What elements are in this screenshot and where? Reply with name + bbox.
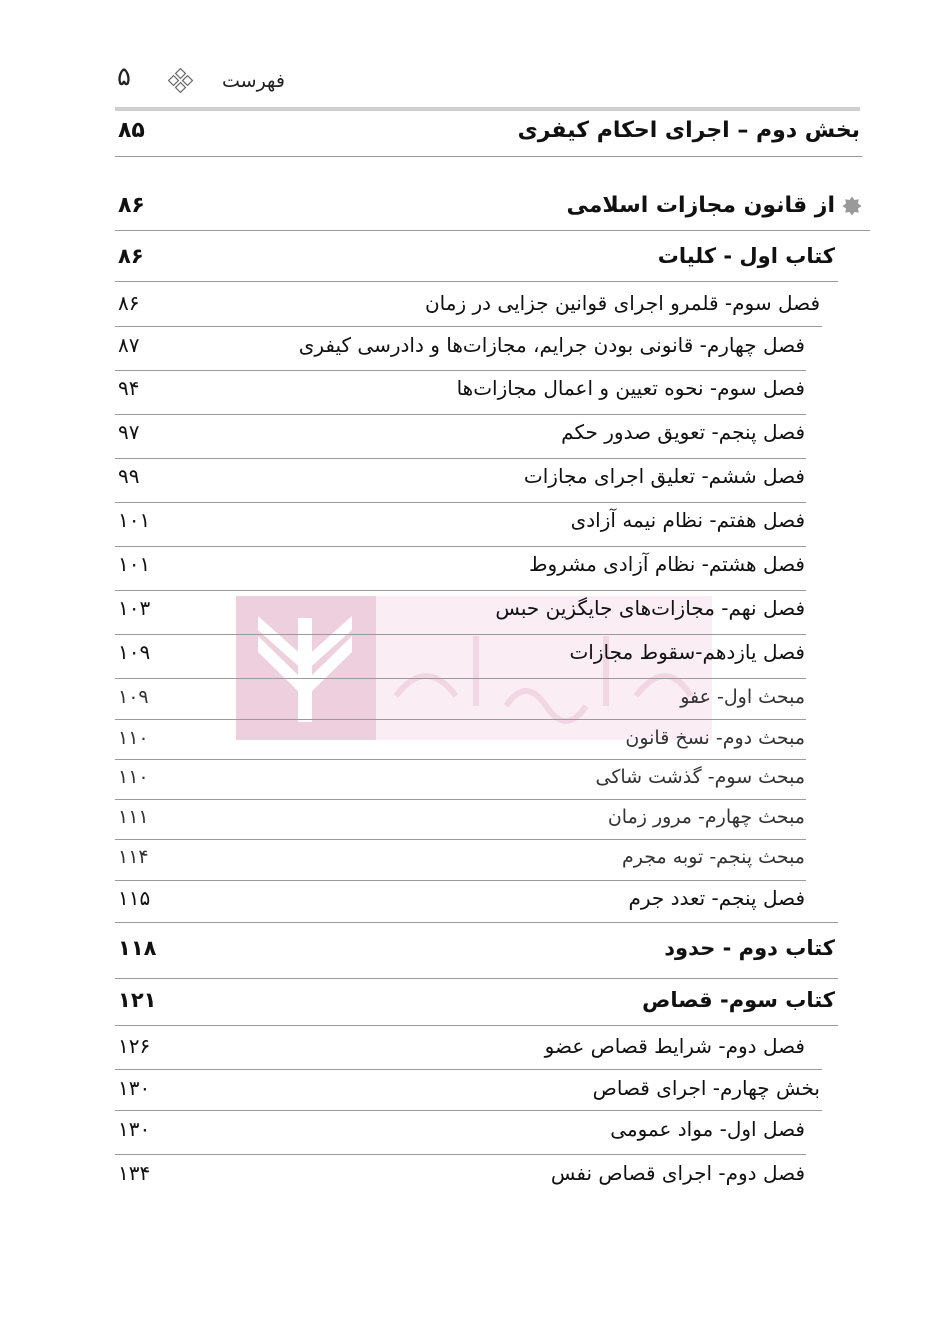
toc-entry-title: فصل پنجم- تعویق صدور حکم [561, 420, 805, 444]
toc-entry-page: ۱۰۱ [118, 552, 151, 576]
toc-entry-page: ۱۰۹ [118, 640, 151, 664]
toc-entry-title: مبحث چهارم- مرور زمان [607, 806, 805, 828]
toc-entry-page: ۱۱۱ [118, 806, 149, 828]
toc-divider [115, 590, 806, 591]
toc-divider [115, 1154, 806, 1155]
toc-divider [115, 1069, 822, 1070]
toc-entry-page: ۹۹ [118, 464, 140, 488]
toc-divider [115, 458, 806, 459]
star-bullet-icon [842, 196, 862, 216]
toc-entry-page: ۸۷ [118, 333, 140, 357]
toc-divider [115, 156, 862, 157]
header-rule [115, 107, 860, 111]
toc-divider [115, 326, 822, 327]
toc-entry-page: ۱۳۰ [118, 1076, 151, 1100]
toc-entry-page: ۱۱۵ [118, 886, 151, 910]
toc-entry-page: ۱۰۹ [118, 686, 149, 708]
toc-entry-page: ۱۲۱ [118, 988, 157, 1012]
toc-entry-title: مبحث پنجم- توبه مجرم [621, 846, 805, 868]
toc-entry-title: فصل سوم- نحوه تعیین و اعمال مجازات‌ها [456, 376, 805, 400]
toc-divider [115, 678, 806, 679]
toc-divider [115, 414, 806, 415]
toc-entry-title: فصل دوم- شرایط قصاص عضو [544, 1034, 805, 1058]
toc-entry-title: مبحث سوم- گذشت شاکی [595, 766, 805, 788]
toc-entry-title: مبحث اول- عفو [680, 686, 805, 708]
toc-entry-page: ۱۱۰ [118, 727, 149, 749]
toc-entry-title: فصل نهم- مجازات‌های جایگزین حبس [495, 596, 805, 620]
toc-divider [115, 799, 806, 800]
toc-divider [115, 281, 838, 282]
toc-entry-title: فصل ششم- تعلیق اجرای مجازات [523, 464, 805, 488]
toc-entry-title: فصل سوم- قلمرو اجرای قوانین جزایی در زمان [424, 291, 820, 315]
toc-entry-page: ۱۱۴ [118, 846, 149, 868]
toc-divider [115, 370, 806, 371]
toc-entry-page: ۱۰۱ [118, 508, 151, 532]
toc-entry-page: ۱۱۸ [118, 936, 157, 960]
toc-divider [115, 546, 806, 547]
toc-divider [115, 1110, 822, 1111]
toc-entry-title: از قانون مجازات اسلامی [566, 193, 835, 218]
toc-entry-page: ۱۰۳ [118, 596, 151, 620]
toc-entry-title: فصل هفتم- نظام نیمه آزادی [570, 508, 805, 532]
toc-divider [115, 880, 806, 881]
toc-divider [115, 759, 806, 760]
toc-entry-page: ۸۵ [118, 118, 145, 143]
toc-divider [115, 1025, 838, 1026]
toc-entry-page: ۸۶ [118, 244, 144, 268]
toc-entry-title: بخش دوم – اجرای احکام کیفری [517, 118, 860, 143]
page-number: ۵ [117, 62, 131, 92]
toc-entry-page: ۱۳۴ [118, 1161, 151, 1185]
toc-divider [115, 719, 806, 720]
toc-entry-title: فصل هشتم- نظام آزادی مشروط [529, 552, 805, 576]
toc-entry-title: فصل یازدهم-سقوط مجازات [569, 640, 805, 664]
toc-entry-title: کتاب دوم - حدود [664, 936, 835, 960]
toc-entry-title: فصل پنجم- تعدد جرم [628, 886, 805, 910]
toc-entry-title: کتاب سوم- قصاص [642, 988, 835, 1012]
toc-divider [115, 839, 806, 840]
toc-divider [115, 502, 806, 503]
toc-entry-title: فصل دوم- اجرای قصاص نفس [550, 1161, 805, 1185]
toc-entry-title: بخش چهارم- اجرای قصاص [592, 1076, 820, 1100]
toc-divider [115, 978, 838, 979]
toc-divider [115, 922, 838, 923]
toc-entry-page: ۱۱۰ [118, 766, 149, 788]
toc-entry-title: کتاب اول - کلیات [657, 244, 835, 268]
toc-entry-title: فصل اول- مواد عمومی [610, 1117, 805, 1141]
toc-divider [115, 230, 870, 231]
toc-entry-page: ۱۳۰ [118, 1117, 151, 1141]
toc-entry-title: مبحث دوم- نسخ قانون [625, 727, 805, 749]
toc-entry-page: ۹۴ [118, 376, 140, 400]
toc-entry-page: ۹۷ [118, 420, 140, 444]
running-header-title: فهرست [222, 70, 285, 92]
diamond-ornament-icon [168, 68, 194, 94]
toc-divider [115, 634, 806, 635]
toc-entry-title: فصل چهارم- قانونی بودن جرایم، مجازات‌ها و دادرسی کیفری [298, 333, 805, 357]
toc-entry-page: ۱۲۶ [118, 1034, 151, 1058]
toc-entry-page: ۸۶ [118, 291, 140, 315]
toc-entry-page: ۸۶ [118, 193, 145, 218]
